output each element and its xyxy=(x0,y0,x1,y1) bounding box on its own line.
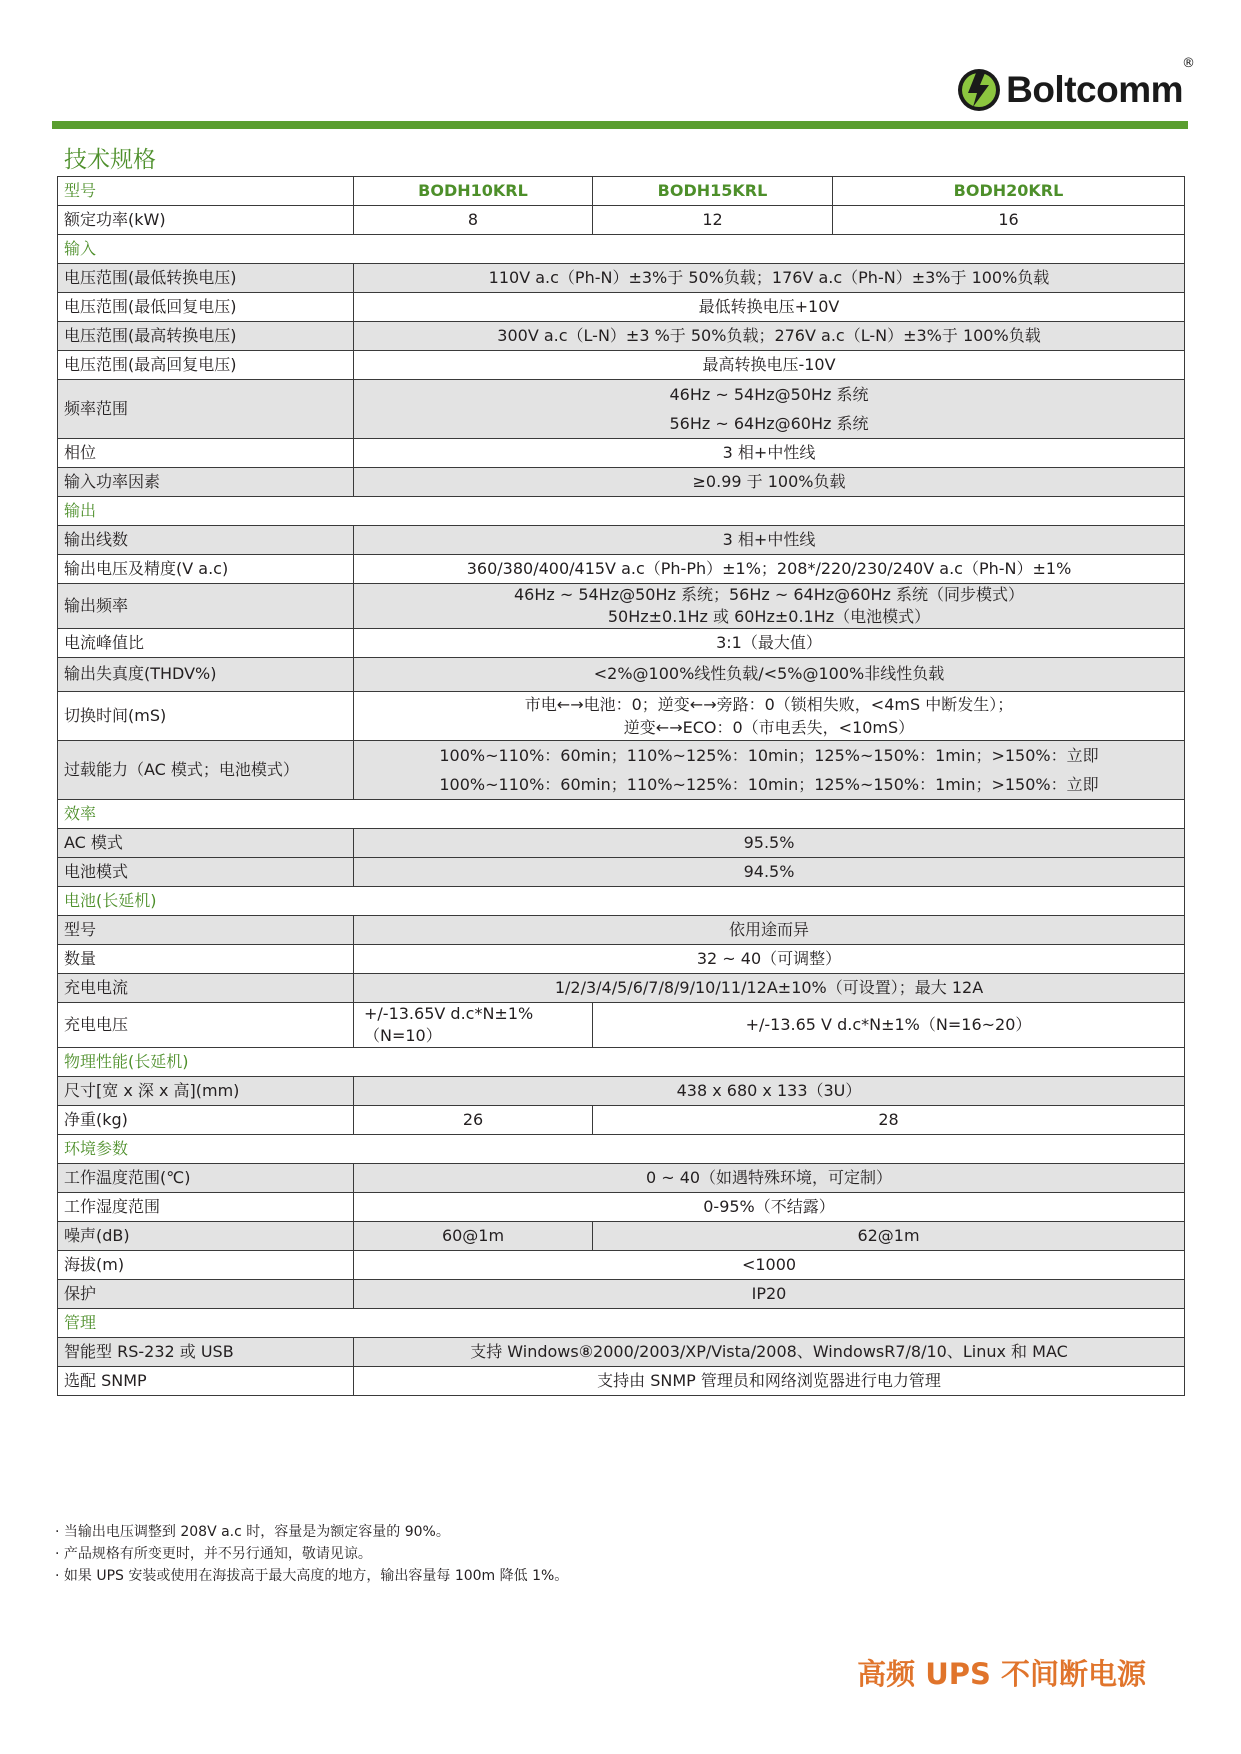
row-value: 60@1m xyxy=(354,1222,593,1251)
row-label: 充电电压 xyxy=(58,1003,354,1048)
row-label: 工作湿度范围 xyxy=(58,1193,354,1222)
row-value: <2%@100%线性负载/<5%@100%非线性负载 xyxy=(354,658,1185,692)
row-label: 相位 xyxy=(58,439,354,468)
table-row xyxy=(58,1193,1185,1222)
row-value: IP20 xyxy=(354,1280,1185,1309)
brand-logo xyxy=(956,56,1195,118)
row-value: 3:1（最大值） xyxy=(354,629,1185,658)
row-value: 110V a.c（Ph-N）±3%于 50%负载；176V a.c（Ph-N）±3%于 100%负载 xyxy=(354,264,1185,293)
row-value: 94.5% xyxy=(354,858,1185,887)
row-value: 依用途而异 xyxy=(354,916,1185,945)
section-row xyxy=(58,235,1185,264)
value-line: 46Hz ~ 54Hz@50Hz 系统 xyxy=(669,385,869,404)
table-header-row xyxy=(58,177,1185,206)
row-label: 切换时间(mS) xyxy=(58,692,354,741)
row-value: 支持由 SNMP 管理员和网络浏览器进行电力管理 xyxy=(354,1367,1185,1396)
value-line: 逆变←→ECO：0（市电丢失，<10mS） xyxy=(623,718,915,737)
footnote: · 产品规格有所变更时，并不另行通知，敬请见谅。 xyxy=(55,1543,568,1565)
row-value: +/-13.65V d.c*N±1%（N=10） xyxy=(354,1003,593,1048)
row-label: 电压范围(最高回复电压) xyxy=(58,351,354,380)
row-value: 32 ~ 40（可调整） xyxy=(354,945,1185,974)
row-label: AC 模式 xyxy=(58,829,354,858)
row-label: 电压范围(最低转换电压) xyxy=(58,264,354,293)
section-title: 环境参数 xyxy=(58,1135,1185,1164)
row-label: 净重(kg) xyxy=(58,1106,354,1135)
section-row xyxy=(58,1309,1185,1338)
row-label: 输出频率 xyxy=(58,584,354,629)
row-label: 型号 xyxy=(58,916,354,945)
table-row xyxy=(58,1106,1185,1135)
row-value: 62@1m xyxy=(593,1222,1185,1251)
row-label: 尺寸[宽 x 深 x 高](mm) xyxy=(58,1077,354,1106)
row-value: 12 xyxy=(593,206,833,235)
row-value: 8 xyxy=(354,206,593,235)
row-value: 3 相+中性线 xyxy=(354,526,1185,555)
table-row xyxy=(58,692,1185,741)
row-value: 0 ~ 40（如遇特殊环境，可定制） xyxy=(354,1164,1185,1193)
registered-mark: ® xyxy=(1182,56,1195,71)
table-row xyxy=(58,351,1185,380)
row-label: 选配 SNMP xyxy=(58,1367,354,1396)
row-value: 3 相+中性线 xyxy=(354,439,1185,468)
value-line: 46Hz ~ 54Hz@50Hz 系统；56Hz ~ 64Hz@60Hz 系统（同步模式） xyxy=(513,585,1025,604)
table-row xyxy=(58,741,1185,800)
row-label: 数量 xyxy=(58,945,354,974)
row-value: 支持 Windows⑧2000/2003/XP/Vista/2008、WindowsR7/8/10、Linux 和 MAC xyxy=(354,1338,1185,1367)
footnotes xyxy=(55,1521,568,1587)
row-value: 438 x 680 x 133（3U） xyxy=(354,1077,1185,1106)
row-label: 噪声(dB) xyxy=(58,1222,354,1251)
section-title: 效率 xyxy=(58,800,1185,829)
model-name: BODH20KRL xyxy=(833,177,1185,206)
row-label: 输入功率因素 xyxy=(58,468,354,497)
section-row xyxy=(58,887,1185,916)
table-row xyxy=(58,1077,1185,1106)
table-row xyxy=(58,293,1185,322)
table-row xyxy=(58,1338,1185,1367)
table-row xyxy=(58,1003,1185,1048)
table-row xyxy=(58,658,1185,692)
section-title: 物理性能(长延机) xyxy=(58,1048,1185,1077)
table-row xyxy=(58,264,1185,293)
bolt-logo-icon xyxy=(956,67,1002,113)
row-label: 过载能力（AC 模式；电池模式） xyxy=(58,741,354,800)
row-value: 1/2/3/4/5/6/7/8/9/10/11/12A±10%（可设置）；最大 12A xyxy=(354,974,1185,1003)
section-title: 管理 xyxy=(58,1309,1185,1338)
spec-table xyxy=(57,176,1185,1396)
row-value: +/-13.65 V d.c*N±1%（N=16~20） xyxy=(593,1003,1185,1048)
value-line: 100%~110%：60min；110%~125%：10min；125%~150%：1min；>150%：立即 xyxy=(439,746,1099,765)
section-row xyxy=(58,800,1185,829)
row-label: 智能型 RS-232 或 USB xyxy=(58,1338,354,1367)
row-value xyxy=(354,741,1185,800)
section-title: 电池(长延机) xyxy=(58,887,1185,916)
row-label: 工作温度范围(℃) xyxy=(58,1164,354,1193)
section-title: 输出 xyxy=(58,497,1185,526)
table-row xyxy=(58,945,1185,974)
section-title: 输入 xyxy=(58,235,1185,264)
row-label: 电池模式 xyxy=(58,858,354,887)
row-value: 28 xyxy=(593,1106,1185,1135)
table-row xyxy=(58,829,1185,858)
row-value: 300V a.c（L-N）±3 %于 50%负载；276V a.c（L-N）±3%于 100%负载 xyxy=(354,322,1185,351)
row-value: 最高转换电压-10V xyxy=(354,351,1185,380)
row-value: 26 xyxy=(354,1106,593,1135)
table-row xyxy=(58,1164,1185,1193)
table-row xyxy=(58,380,1185,439)
section-row xyxy=(58,1048,1185,1077)
table-row xyxy=(58,629,1185,658)
page-title: 技术规格 xyxy=(64,147,156,173)
row-label: 保护 xyxy=(58,1280,354,1309)
table-row xyxy=(58,439,1185,468)
table-row xyxy=(58,584,1185,629)
table-row xyxy=(58,526,1185,555)
model-name: BODH10KRL xyxy=(354,177,593,206)
row-value: 16 xyxy=(833,206,1185,235)
model-name: BODH15KRL xyxy=(593,177,833,206)
table-row xyxy=(58,1367,1185,1396)
footnote: · 如果 UPS 安装或使用在海拔高于最大高度的地方，输出容量每 100m 降低 1%。 xyxy=(55,1565,568,1587)
footnote: · 当输出电压调整到 208V a.c 时，容量是为额定容量的 90%。 xyxy=(55,1521,568,1543)
row-label: 输出失真度(THDV%) xyxy=(58,658,354,692)
row-label: 电压范围(最低回复电压) xyxy=(58,293,354,322)
row-label: 充电电流 xyxy=(58,974,354,1003)
value-line: 50Hz±0.1Hz 或 60Hz±0.1Hz（电池模式） xyxy=(607,607,931,626)
table-row xyxy=(58,555,1185,584)
row-value xyxy=(354,380,1185,439)
table-row xyxy=(58,858,1185,887)
table-row xyxy=(58,916,1185,945)
row-label: 输出电压及精度(V a.c) xyxy=(58,555,354,584)
value-line: 市电←→电池：0；逆变←→旁路：0（锁相失败，<4mS 中断发生）； xyxy=(524,695,1014,714)
row-value xyxy=(354,584,1185,629)
row-label: 输出线数 xyxy=(58,526,354,555)
row-value xyxy=(354,692,1185,741)
table-row xyxy=(58,322,1185,351)
row-label: 额定功率(kW) xyxy=(58,206,354,235)
row-label: 频率范围 xyxy=(58,380,354,439)
section-row xyxy=(58,497,1185,526)
row-value: 最低转换电压+10V xyxy=(354,293,1185,322)
row-value: 95.5% xyxy=(354,829,1185,858)
row-value: ≥0.99 于 100%负载 xyxy=(354,468,1185,497)
row-label: 电流峰值比 xyxy=(58,629,354,658)
table-row xyxy=(58,206,1185,235)
table-row xyxy=(58,1280,1185,1309)
row-value: 360/380/400/415V a.c（Ph-Ph）±1%；208*/220/230/240V a.c（Ph-N）±1% xyxy=(354,555,1185,584)
row-value: 0-95%（不结露） xyxy=(354,1193,1185,1222)
model-label: 型号 xyxy=(58,177,354,206)
value-line: 100%~110%：60min；110%~125%：10min；125%~150%：1min；>150%：立即 xyxy=(439,775,1099,794)
row-label: 电压范围(最高转换电压) xyxy=(58,322,354,351)
value-line: 56Hz ~ 64Hz@60Hz 系统 xyxy=(669,414,869,433)
table-row xyxy=(58,974,1185,1003)
table-row xyxy=(58,468,1185,497)
row-label: 海拔(m) xyxy=(58,1251,354,1280)
table-row xyxy=(58,1222,1185,1251)
footer-product-line: 高频 UPS 不间断电源 xyxy=(857,1657,1146,1691)
table-row xyxy=(58,1251,1185,1280)
brand-name: Boltcomm xyxy=(1006,69,1183,110)
header-divider xyxy=(52,121,1188,129)
section-row xyxy=(58,1135,1185,1164)
row-value: <1000 xyxy=(354,1251,1185,1280)
